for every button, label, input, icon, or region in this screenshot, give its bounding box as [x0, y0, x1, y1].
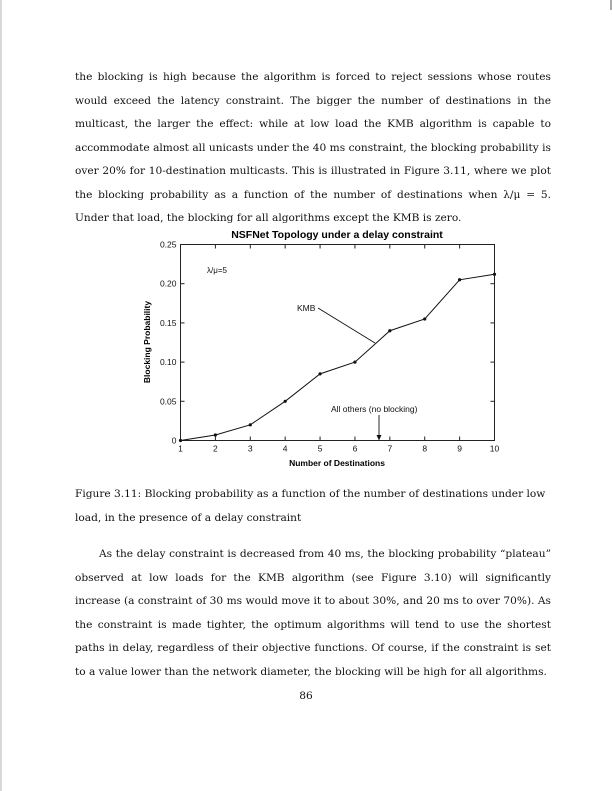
chart-title: NSFNet Topology under a delay constraint: [231, 229, 443, 241]
svg-text:1: 1: [178, 443, 183, 454]
svg-text:4: 4: [282, 443, 288, 454]
kmb-annotation: KMB: [297, 303, 316, 313]
svg-text:10: 10: [489, 443, 500, 454]
svg-text:7: 7: [387, 443, 393, 454]
svg-text:0.10: 0.10: [159, 357, 177, 368]
others-annotation: All others (no blocking): [331, 404, 418, 414]
kmb-pointer-line: [318, 308, 375, 343]
svg-text:6: 6: [352, 443, 358, 454]
page-number: 86: [299, 690, 313, 702]
svg-text:0: 0: [171, 435, 177, 446]
svg-text:3: 3: [247, 443, 253, 454]
svg-text:8: 8: [422, 443, 428, 454]
kmb-series-markers: [179, 273, 496, 442]
figure-caption: Figure 3.11: Blocking probability as a function of the number of destinations under low load, in the presence of a delay constraint: [75, 488, 546, 524]
y-axis-label: Blocking Probability: [142, 300, 152, 384]
svg-text:5: 5: [317, 443, 323, 454]
body-paragraph-2: As the delay constraint is decreased from 40 ms, the blocking probability “plateau” observed at low loads for the KMB algorithm (see Figure 3.10) will significantly increase (a constraint of 30 ms would move it to about 30%, and 20 ms to over 70%). As the constraint is made tighter, the optimum algorithms will tend to use the shortest paths in delay, regardless of their objective functions. Of course, if the constraint is set to a value lower than the network diameter, the blocking will be high for all algorithms.: [75, 548, 551, 678]
body-paragraph-1: the blocking is high because the algorithm is forced to reject sessions whose routes would exceed the latency constraint. The bigger the number of destinations in the multicast, the larger the effect: while at low load the KMB algorithm is capable to accommodate almost all unicasts under the 40 ms constraint, the blocking probability is over 20% for 10-destination multicasts. This is illustrated in Figure 3.11, where we plot the blocking probability as a function of the number of destinations when λ/μ = 5. Under that load, the blocking for all algorithms except the KMB is zero.: [75, 71, 551, 224]
svg-text:0.15: 0.15: [159, 317, 177, 328]
svg-text:2: 2: [213, 443, 218, 454]
svg-text:0.20: 0.20: [159, 278, 177, 289]
svg-text:0.05: 0.05: [159, 396, 177, 407]
kmb-series-line: [181, 274, 495, 440]
load-annotation: λ/μ=5: [207, 266, 227, 275]
others-pointer-arrowhead: [377, 435, 382, 441]
x-axis-label: Number of Destinations: [289, 458, 385, 468]
svg-text:9: 9: [457, 443, 462, 454]
svg-text:0.25: 0.25: [159, 239, 177, 250]
